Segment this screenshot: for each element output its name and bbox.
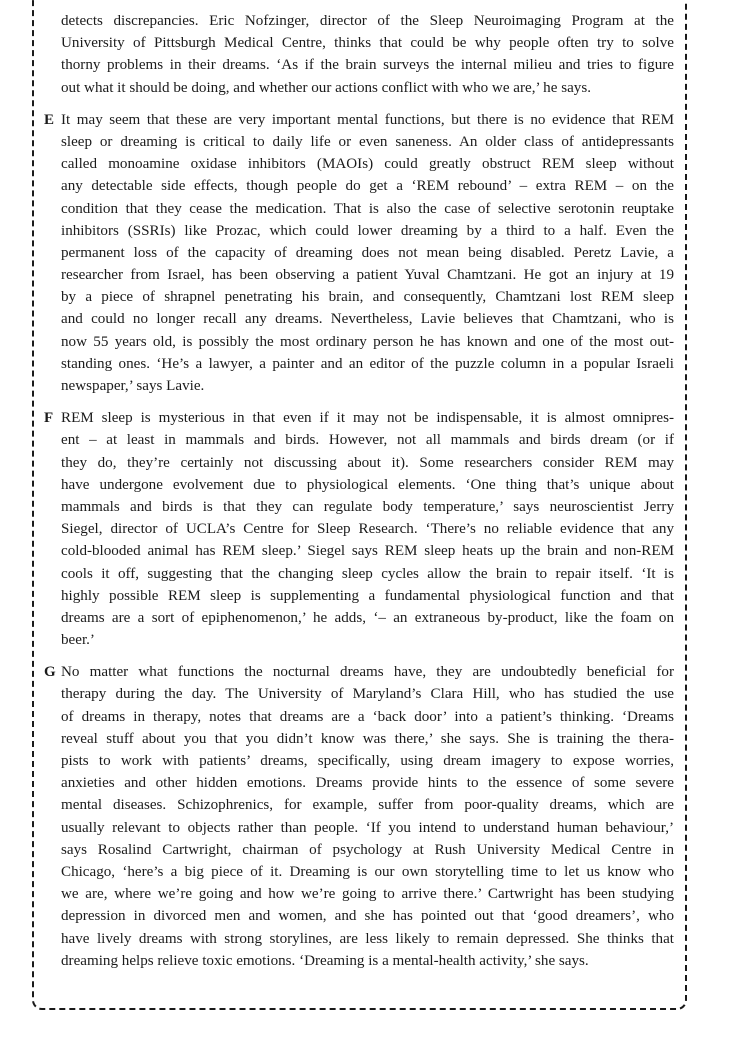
- text-line: and could no longer recall any dreams. Nevertheless, Lavie believes that Chamtzani, who is: [61, 311, 674, 328]
- text-line: cold-blooded animal has REM sleep.’ Siegel says REM sleep heats up the brain and non-REM: [61, 543, 674, 560]
- paragraph-g: [44, 661, 674, 972]
- paragraph-e: [44, 109, 674, 397]
- text-line: sleep or dreaming is critical to daily life or even saneness. An older class of antidepressants: [61, 133, 674, 150]
- text-line: depression in divorced men and women, and she has pointed out that ‘good dreamers’, who: [61, 908, 674, 925]
- text-line: ent – at least in mammals and birds. However, not all mammals and birds dream (or if: [61, 432, 674, 449]
- text-line: cools it off, suggesting that the changing sleep cycles allow the brain to repair itself. ‘It is: [61, 565, 674, 582]
- text-line: therapy during the day. The University of Maryland’s Clara Hill, who has studied the use: [61, 686, 674, 703]
- text-line: permanent loss of the capacity of dreaming does not mean being disabled. Peretz Lavie, a: [61, 244, 674, 261]
- text-line: of dreams in therapy, notes that dreams are a ‘back door’ into a patient’s thinking. ‘Dreams: [61, 708, 674, 725]
- text-line: we are, where we’re going and how we’re going to arrive there.’ Cartwright has been studying: [61, 886, 674, 903]
- text-line: usually relevant to objects rather than people. ‘If you intend to understand human behaviour,’: [61, 819, 674, 836]
- text-line: mammals and birds is that they can regulate body temperature,’ says neuroscientist Jerry: [61, 498, 674, 515]
- text-line: mental diseases. Schizophrenics, for example, suffer from poor-quality dreams, which are: [61, 797, 674, 814]
- text-line: by a piece of shrapnel penetrating his brain, and consequently, Chamtzani lost REM sleep: [61, 289, 674, 306]
- text-line: have lively dreams with strong storylines, are less likely to remain depressed. She thinks that: [61, 930, 674, 947]
- text-line: It may seem that these are very important mental functions, but there is no evidence that REM: [61, 111, 674, 128]
- text-line: dreams are a sort of epiphenomenon,’ he adds, ‘– an extraneous by-product, like the foam on: [61, 609, 674, 626]
- text-line: reveal stuff about you that you didn’t know was there,’ she says. She is training the thera-: [61, 730, 674, 747]
- text-line: detects discrepancies. Eric Nofzinger, director of the Sleep Neuroimaging Program at the: [61, 13, 674, 29]
- text-line: they do, they’re certainly not discussing about it). Some researchers consider REM may: [61, 454, 674, 471]
- text-line: University of Pittsburgh Medical Centre, thinks that could be why people often try to solve: [61, 35, 674, 52]
- paragraph-letter: E: [44, 111, 55, 128]
- text-line: out what it should be doing, and whether our actions conflict with who we are,’ he says.: [61, 79, 591, 96]
- text-line: any detectable side effects, though people do get a ‘REM rebound’ – extra REM – on the: [61, 178, 674, 195]
- text-line: highly possible REM sleep is supplementing a fundamental physiological function and that: [61, 587, 674, 604]
- text-line: researcher from Israel, has been observing a patient Yuval Chamtzani. He got an injury at 19: [61, 267, 674, 284]
- text-line: dreaming helps relieve toxic emotions. ‘Dreaming is a mental-health activity,’ she says.: [61, 952, 589, 969]
- text-line: No matter what functions the nocturnal dreams have, they are undoubtedly beneficial for: [61, 664, 674, 681]
- text-line: condition that they cease the medication. That is also the case of selective serotonin reuptake: [61, 200, 674, 217]
- text-line: standing ones. ‘He’s a lawyer, a painter and an editor of the puzzle column in a popular Israeli: [61, 355, 674, 372]
- text-line: have undergone evolvement due to physiological elements. ‘One thing that’s unique about: [61, 476, 674, 493]
- text-line: pists to work with patients’ dreams, specifically, using dream imagery to expose worries,: [61, 753, 674, 769]
- paragraph-letter: G: [44, 664, 56, 681]
- text-line: Siegel, director of UCLA’s Centre for Sleep Research. ‘There’s no reliable evidence that any: [61, 521, 674, 538]
- text-line: newspaper,’ says Lavie.: [61, 378, 205, 394]
- text-line: called monoamine oxidase inhibitors (MAOIs) could greatly obstruct REM sleep without: [61, 156, 674, 173]
- paragraph-letter: F: [44, 410, 54, 427]
- paragraph-f: [44, 407, 674, 651]
- text-line: inhibitors (SSRIs) like Prozac, which could lower dreaming by a third to a half. Even the: [61, 222, 674, 239]
- text-line: anxieties and other hidden emotions. Dreams provide hints to the essence of some severe: [61, 775, 674, 792]
- text-line: REM sleep is mysterious in that even if it may not be indispensable, it is almost omnipres-: [61, 410, 674, 427]
- paragraph-d-continuation: [44, 10, 674, 99]
- text-line: says Rosalind Cartwright, chairman of psychology at Rush University Medical Centre in: [61, 841, 674, 858]
- text-line: now 55 years old, is possibly the most ordinary person he has known and one of the most out-: [61, 333, 674, 350]
- text-line: Chicago, ‘here’s a big piece of it. Dreaming is our own storytelling time to let us know who: [61, 863, 674, 880]
- text-line: thorny problems in their dreams. ‘As if the brain surveys the internal milieu and tries to figure: [61, 57, 674, 74]
- article-body: [44, 10, 674, 982]
- text-line: beer.’: [61, 632, 95, 649]
